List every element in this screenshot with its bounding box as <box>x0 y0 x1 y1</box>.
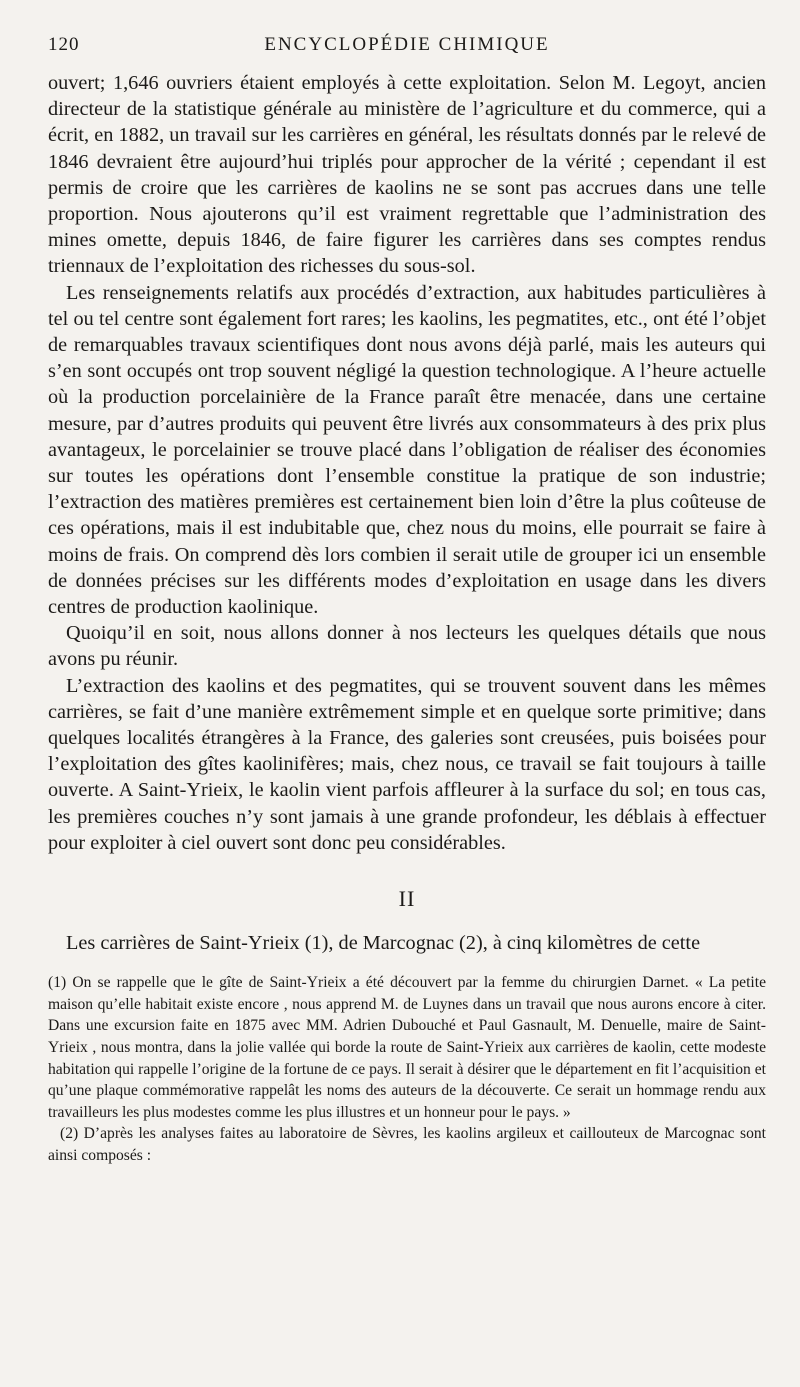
paragraph: Quoiqu’il en soit, nous allons donner à nos lecteurs les quelques détails que nous avons pu réunir. <box>48 622 766 671</box>
section-lead-paragraph: Les carrières de Saint-Yrieix (1), de Marcognac (2), à cinq kilomètres de cette <box>66 932 701 955</box>
footnote: (1) On se rappelle que le gîte de Saint-Yrieix a été découvert par la femme du chirurgien Darnet. « La petite maison qu’elle habitait existe encore , nous apprend M. de Luynes dans un travail que nous aurons encore à citer. Dans une excursion faite en 1875 avec MM. Adrien Dubouché et Paul Gasnault, M. Denuelle, maire de Saint-Yrieix , nous montra, dans la jolie vallée qui borde la route de Saint-Yrieix aux carrières de kaolin, cette modeste habitation qui rappelle l’origine de la fortune de ce pays. Il serait à désirer que le département en fit l’acquisition et qu’une plaque commémorative rappelât les noms des auteurs de la découverte. Ce serait un hommage rendu aux travailleurs les plus modestes comme les plus illustres et un honneur pour le pays. » <box>48 974 766 1121</box>
paragraph: ouvert; 1,646 ouvriers étaient employés à cette exploitation. Selon M. Legoyt, ancien directeur de la statistique générale au ministère de l’agriculture et du commerce, qui a écrit, en 1882, un travail sur les carrières en général, les résultats donnés par le relevé de 1846 devraient être aujourd’hui triplés pour approcher de la vérité ; cependant il est permis de croire que les carrières de kaolins ne se sont pas accrues dans une telle proportion. Nous ajouterons qu’il est vraiment regrettable que l’administration des mines omette, depuis 1846, de faire figurer les carrières dans ses comptes rendus triennaux de l’exploitation des richesses du sous-sol. <box>48 72 766 278</box>
body-text <box>48 70 766 856</box>
running-title: ENCYCLOPÉDIE CHIMIQUE <box>264 34 550 55</box>
page-number: 120 <box>48 34 80 55</box>
running-header <box>48 34 766 64</box>
section-heading: II <box>398 886 416 912</box>
footnotes <box>48 972 766 1166</box>
paragraph: Les renseignements relatifs aux procédés d’extraction, aux habitudes particulières à tel ou tel centre sont également fort rares; les kaolins, les pegmatites, etc., ont été l’objet de remarquables travaux scientifiques dont nous avons déjà parlé, mais les auteurs qui s’en sont occupés ont trop souvent négligé la question technologique. A l’heure actuelle où la production porcelainière de la France paraît être menacée, dans une certaine mesure, par d’autres produits qui peuvent être livrés aux consommateurs à des prix plus avantageux, le porcelainier se trouve placé dans l’obligation de réaliser des économies sur toutes les opérations dont l’ensemble constitue la pratique de son industrie; l’extraction des matières premières est certainement bien loin d’être la plus coûteuse de ces opérations, mais il est indubitable que, chez nous du moins, elle pourrait se faire à moins de frais. On comprend dès lors combien il serait utile de grouper ici un ensemble de données précises sur les différents modes d’exploitation en usage dans les divers centres de production kaolinique. <box>48 281 766 619</box>
paragraph: L’extraction des kaolins et des pegmatites, qui se trouvent souvent dans les mêmes carrières, se fait d’une manière extrêmement simple et en quelque sorte primitive; dans quelques localités étrangères à la France, des galeries sont creusées, puis boisées pour l’exploitation des gîtes kaolinifères; mais, chez nous, ce travail se fait toujours à taille ouverte. A Saint-Yrieix, le kaolin vient parfois affleurer à la surface du sol; en tous cas, les premières couches n’y sont jamais à une grande profondeur, les déblais à effectuer pour exploiter à ciel ouvert sont donc peu considérables. <box>48 674 766 854</box>
footnote: (2) D’après les analyses faites au laboratoire de Sèvres, les kaolins argileux et caillouteux de Marcognac sont ainsi composés : <box>48 1125 766 1165</box>
document-page <box>48 34 766 1167</box>
